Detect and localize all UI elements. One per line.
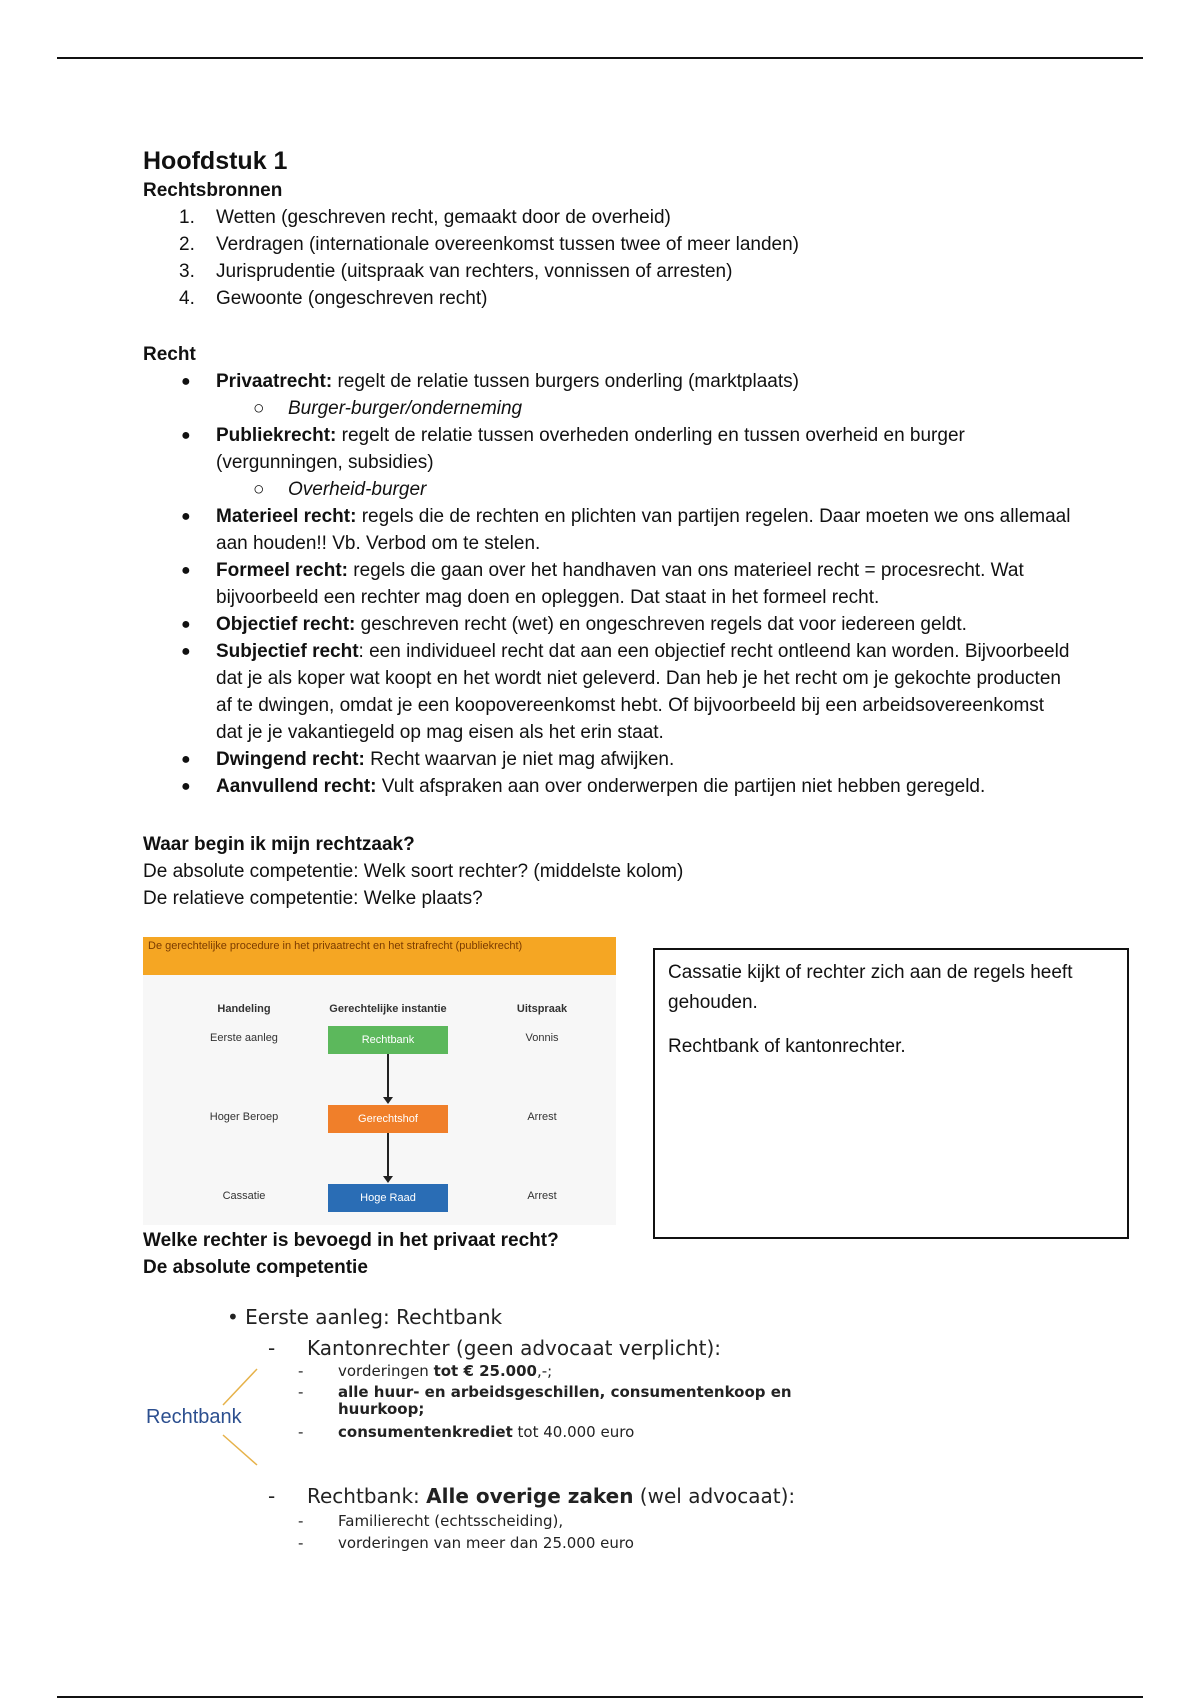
col-header: Gerechtelijke instantie bbox=[329, 1003, 447, 1015]
item-term: Privaatrecht: bbox=[216, 371, 333, 392]
page-title: Hoofdstuk 1 bbox=[143, 147, 288, 175]
recht-subitem bbox=[143, 395, 1073, 422]
item-text: geschreven recht (wet) en ongeschreven regels dat voor iedereen geldt. bbox=[355, 614, 967, 635]
rb-bold: Alle overige zaken bbox=[426, 1484, 634, 1508]
instantie-box: Rechtbank bbox=[328, 1026, 448, 1054]
recht-item bbox=[143, 422, 1073, 476]
recht-item bbox=[143, 773, 1073, 800]
heading-waar: Waar begin ik mijn rechtzaak? bbox=[143, 834, 415, 855]
note-p1: Cassatie kijkt of rechter zich aan de regels heeft gehouden. bbox=[668, 962, 1073, 1013]
section-recht bbox=[143, 341, 1073, 800]
section-bevoegd bbox=[143, 1227, 559, 1281]
row-uitspraak: Arrest bbox=[527, 1111, 557, 1123]
item-number: 1. bbox=[179, 207, 195, 228]
recht-item bbox=[143, 611, 1073, 638]
item-text: Verdragen (internationale overeenkomst tussen twee of meer landen) bbox=[216, 234, 800, 255]
item-text: regels die de rechten en plichten van partijen regelen. Daar moeten we ons allemaal aan houden!! Vb. Verbod om te stelen. bbox=[216, 506, 1071, 554]
post: tot 40.000 euro bbox=[512, 1423, 635, 1441]
col-header: Uitspraak bbox=[516, 1003, 568, 1015]
instantie-box: Gerechtshof bbox=[328, 1105, 448, 1133]
row-handeling: Hoger Beroep bbox=[209, 1111, 279, 1123]
kanton-item: - alle huur- en arbeidsgeschillen, consumentenkoop en huurkoop; bbox=[298, 1383, 792, 1418]
recht-item bbox=[143, 557, 1073, 611]
recht-item bbox=[143, 368, 1073, 395]
recht-list bbox=[143, 368, 1073, 800]
footer-rule bbox=[57, 1696, 1143, 1698]
item-term: Aanvullend recht: bbox=[216, 776, 377, 797]
item-term: Subjectief recht bbox=[216, 641, 359, 662]
bullet-icon: ● bbox=[181, 751, 191, 768]
waar-line-2: De relatieve competentie: Welke plaats? bbox=[143, 888, 483, 909]
bullet-icon: ● bbox=[181, 508, 191, 525]
heading-recht: Recht bbox=[143, 344, 196, 365]
item-term: Materieel recht: bbox=[216, 506, 357, 527]
item-text: regelt de relatie tussen overheden onderling en tussen overheid en burger (vergunningen, subsidies) bbox=[216, 425, 965, 473]
subheading-bevoegd: De absolute competentie bbox=[143, 1257, 368, 1278]
bold: alle huur- en arbeidsgeschillen, consumentenkoop en huurkoop; bbox=[338, 1383, 792, 1418]
item-text: Familierecht (echtsscheiding), bbox=[338, 1512, 564, 1530]
rechtsbron-item bbox=[143, 204, 799, 231]
row-uitspraak: Vonnis bbox=[525, 1032, 559, 1044]
rb-pre: Rechtbank: bbox=[307, 1484, 427, 1508]
item-text: Wetten (geschreven recht, gemaakt door de overheid) bbox=[216, 207, 671, 228]
recht-item bbox=[143, 503, 1073, 557]
item-text: : een individueel recht dat aan een objectief recht ontleend kan worden. Bijvoorbeeld dat je als koper wat koopt en het wordt niet geleverd. Dan heb je het recht om je gekochte producten af te dwingen, omdat je een koopovereenkomst hebt. Of bijvoorbeeld bij een arbeidsovereenkomst dat je je vakantiegeld op mag eisen als het erin staat. bbox=[216, 641, 1070, 743]
rechtbank-item: - vorderingen van meer dan 25.000 euro bbox=[298, 1534, 634, 1552]
diagram-title: De gerechtelijke procedure in het privaatrecht en het strafrecht (publiekrecht) bbox=[143, 937, 616, 975]
recht-item bbox=[143, 638, 1073, 746]
pre: vorderingen bbox=[338, 1362, 434, 1380]
rechtsbron-item bbox=[143, 285, 799, 312]
row-handeling: Eerste aanleg bbox=[210, 1032, 278, 1044]
rechtbank-item: - Familierecht (echtsscheiding), bbox=[298, 1512, 564, 1530]
slide-bullet: • Eerste aanleg: Rechtbank bbox=[227, 1305, 503, 1329]
arrow-icon bbox=[387, 1054, 389, 1102]
item-number: 3. bbox=[179, 261, 195, 282]
circle-bullet-icon: ○ bbox=[253, 479, 265, 500]
bullet-icon: ● bbox=[181, 616, 191, 633]
kanton-item: - consumentenkrediet tot 40.000 euro bbox=[298, 1423, 635, 1441]
rb-post: (wel advocaat): bbox=[633, 1484, 796, 1508]
instantie-box: Hoge Raad bbox=[328, 1184, 448, 1212]
item-term: Objectief recht: bbox=[216, 614, 356, 635]
slide-bullet-text: Eerste aanleg: Rechtbank bbox=[245, 1305, 503, 1329]
col-header: Handeling bbox=[217, 1003, 271, 1015]
recht-subitem bbox=[143, 476, 1073, 503]
bold: consumentenkrediet bbox=[338, 1423, 513, 1441]
item-text: regels die gaan over het handhaven van ons materieel recht = procesrecht. Wat bijvoorbeeld een rechter mag doen en opleggen. Dat staat in het formeel recht. bbox=[216, 560, 1024, 608]
bold: tot € 25.000 bbox=[433, 1362, 537, 1380]
heading-bevoegd: Welke rechter is bevoegd in het privaat recht? bbox=[143, 1230, 559, 1251]
item-term: Dwingend recht: bbox=[216, 749, 365, 770]
rechtsbronnen-list bbox=[143, 204, 799, 312]
item-term: Formeel recht: bbox=[216, 560, 348, 581]
item-number: 2. bbox=[179, 234, 195, 255]
row-uitspraak: Arrest bbox=[527, 1190, 557, 1202]
bullet-icon: ● bbox=[181, 373, 191, 390]
header-rule bbox=[57, 57, 1143, 59]
arrow-icon bbox=[387, 1133, 389, 1181]
note-box bbox=[653, 948, 1129, 1239]
item-term: Publiekrecht: bbox=[216, 425, 337, 446]
subitem-text: Burger-burger/onderneming bbox=[288, 398, 523, 419]
kanton-item: - vorderingen tot € 25.000,-; bbox=[298, 1362, 553, 1380]
slide-kanton: - Kantonrechter (geen advocaat verplicht): bbox=[268, 1336, 722, 1360]
section-waar bbox=[143, 831, 683, 912]
note-p2: Rechtbank of kantonrechter. bbox=[668, 1036, 906, 1057]
item-text: Gewoonte (ongeschreven recht) bbox=[216, 288, 488, 309]
slide-rechtbank: - Rechtbank: Alle overige zaken (wel advocaat): bbox=[268, 1484, 796, 1508]
rechtsbron-item bbox=[143, 258, 799, 285]
section-rechtsbronnen bbox=[143, 145, 799, 312]
item-number: 4. bbox=[179, 288, 195, 309]
bullet-icon: ● bbox=[181, 562, 191, 579]
subitem-text: Overheid-burger bbox=[288, 479, 427, 500]
bullet-icon: ● bbox=[181, 643, 191, 660]
procedure-diagram bbox=[143, 937, 616, 1225]
kanton-text: Kantonrechter (geen advocaat verplicht): bbox=[307, 1336, 722, 1360]
slide-side-label: Rechtbank bbox=[146, 1406, 242, 1428]
item-text: regelt de relatie tussen burgers onderling (marktplaats) bbox=[332, 371, 799, 392]
circle-bullet-icon: ○ bbox=[253, 398, 265, 419]
rechtsbron-item bbox=[143, 231, 799, 258]
item-text: Jurisprudentie (uitspraak van rechters, vonnissen of arresten) bbox=[216, 261, 733, 282]
item-text: vorderingen van meer dan 25.000 euro bbox=[338, 1534, 634, 1552]
bullet-icon: ● bbox=[181, 778, 191, 795]
waar-line-1: De absolute competentie: Welk soort rechter? (middelste kolom) bbox=[143, 861, 684, 882]
post: ,-; bbox=[537, 1362, 553, 1380]
split-arrows-icon bbox=[215, 1365, 265, 1470]
bullet-icon: ● bbox=[181, 427, 191, 444]
item-text: Vult afspraken aan over onderwerpen die partijen niet hebben geregeld. bbox=[376, 776, 986, 797]
recht-item bbox=[143, 746, 1073, 773]
row-handeling: Cassatie bbox=[222, 1190, 266, 1202]
item-text: Recht waarvan je niet mag afwijken. bbox=[364, 749, 675, 770]
heading-rechtsbronnen: Rechtsbronnen bbox=[143, 180, 283, 201]
